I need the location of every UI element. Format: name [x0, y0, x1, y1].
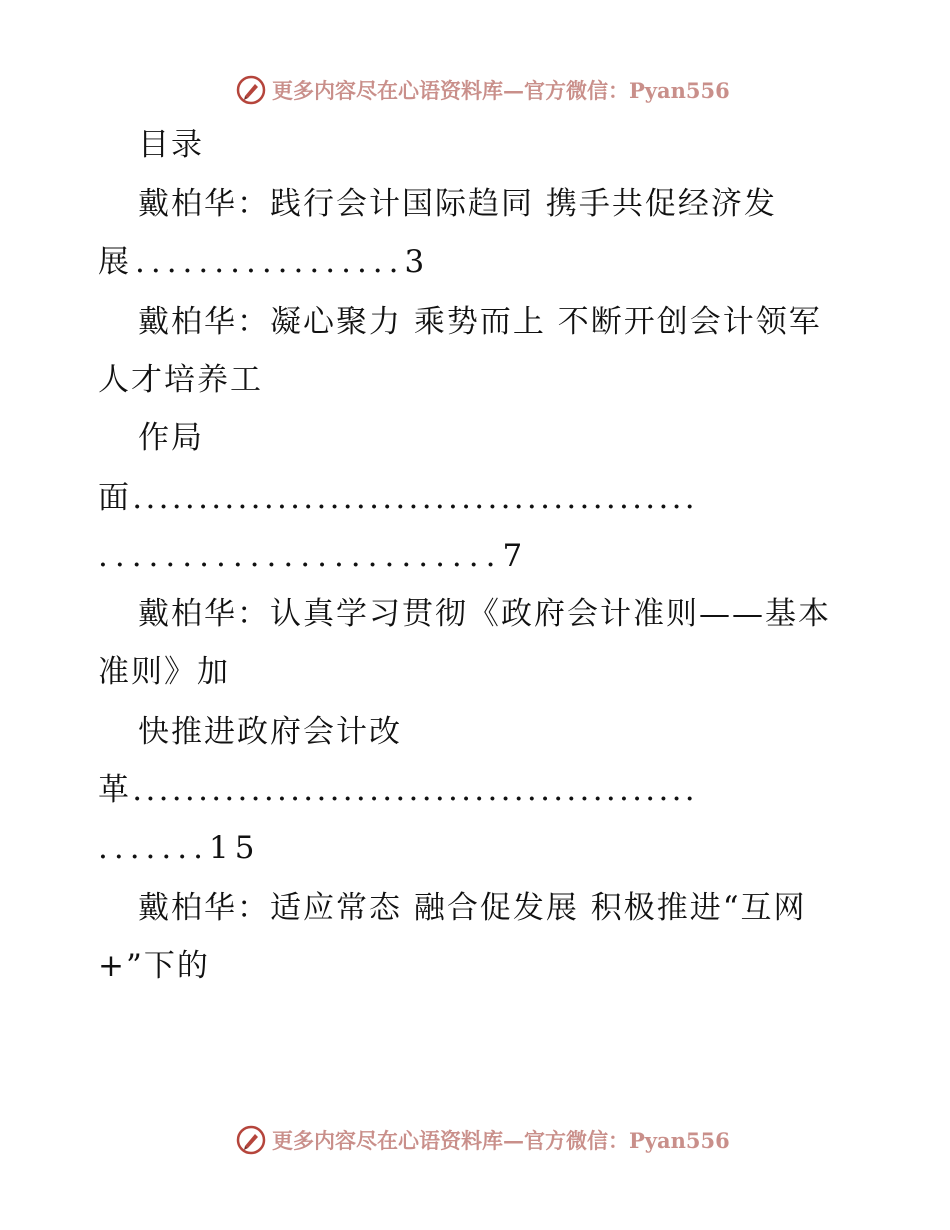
toc-line: 革...........................................: [98, 772, 698, 808]
header-watermark: [0, 70, 950, 110]
toc-line: 作局: [138, 420, 204, 456]
toc-line: 人才培养工: [98, 362, 263, 398]
toc-line: 戴柏华：践行会计国际趋同 携手共促经济发: [138, 186, 777, 222]
toc-line: 戴柏华：适应常态 融合促发展 积极推进“互网: [138, 890, 807, 926]
pen-logo-icon: [236, 75, 266, 105]
footer-watermark-text: 更多内容尽在心语资料库—官方微信：Pyan556: [272, 1128, 730, 1153]
toc-line: 准则》加: [98, 654, 230, 690]
toc-line: ........................7: [98, 538, 530, 574]
toc-line: 戴柏华：认真学习贯彻《政府会计准则——基本: [138, 596, 831, 632]
toc-line: +”下的: [98, 948, 210, 984]
footer-watermark: [0, 1120, 950, 1160]
pen-logo-icon: [236, 1125, 266, 1155]
toc-line: .......15: [98, 830, 261, 866]
toc-line: 快推进政府会计改: [138, 714, 402, 750]
header-watermark-text: 更多内容尽在心语资料库—官方微信：Pyan556: [272, 78, 730, 103]
toc-line: 展.................3: [98, 244, 431, 280]
toc-line: 面...........................................: [98, 480, 698, 516]
toc-line: 戴柏华：凝心聚力 乘势而上 不断开创会计领军: [138, 304, 822, 340]
toc-heading: 目录: [138, 127, 204, 163]
